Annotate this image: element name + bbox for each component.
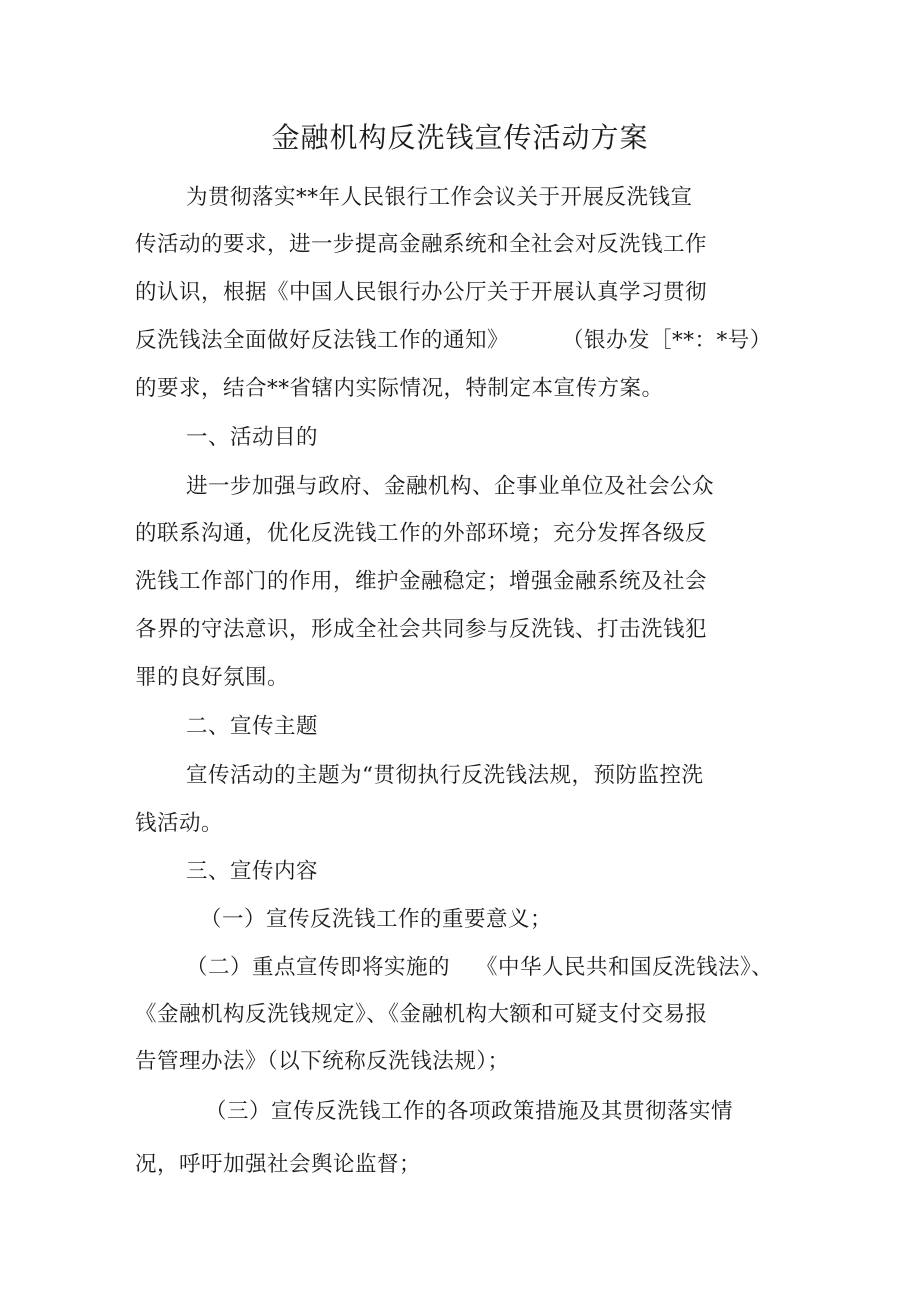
section-3-item-2-line-1b: 《中华人民共和国反洗钱法》、 bbox=[476, 955, 774, 980]
section-1-heading: 一、活动目的 bbox=[186, 425, 319, 450]
section-3-heading: 三、宣传内容 bbox=[186, 859, 319, 884]
section-2-line-1: 宣传活动的主题为“贯彻执行反洗钱法规，预防监控洗 bbox=[186, 763, 704, 788]
section-1-line-4: 各界的守法意识，形成全社会共同参与反洗钱、打击洗钱犯 bbox=[135, 617, 708, 642]
section-3-item-3-line-2: 况，呼吁加强社会舆论监督； bbox=[135, 1152, 422, 1177]
section-3-item-1: （一）宣传反洗钱工作的重要意义； bbox=[200, 907, 553, 932]
document-title: 金融机构反洗钱宣传活动方案 bbox=[271, 121, 649, 154]
section-1-line-2: 的联系沟通，优化反洗钱工作的外部环境；充分发挥各级反 bbox=[135, 521, 708, 546]
section-3-item-2-line-2: 《金融机构反洗钱规定》、《金融机构大额和可疑支付交易报 bbox=[135, 1002, 708, 1027]
intro-line-3: 的认识，根据《中国人民银行办公厅关于开展认真学习贯彻 bbox=[135, 280, 708, 305]
intro-line-2: 传活动的要求，进一步提高金融系统和全社会对反洗钱工作 bbox=[135, 232, 708, 257]
section-3-item-2-line-1a: （二）重点宣传即将实施的 bbox=[186, 955, 451, 980]
section-2-line-2: 钱活动。 bbox=[135, 811, 224, 836]
section-1-line-1: 进一步加强与政府、金融机构、企事业单位及社会公众 bbox=[186, 474, 715, 499]
section-2-heading: 二、宣传主题 bbox=[186, 714, 319, 739]
section-1-line-5: 罪的良好氛围。 bbox=[135, 665, 290, 690]
section-3-item-2-line-3: 告管理办法》（以下统称反洗钱法规）； bbox=[135, 1049, 510, 1074]
intro-line-1: 为贯彻落实**年人民银行工作会议关于开展反洗钱宣 bbox=[186, 185, 693, 210]
intro-line-4a: 反洗钱法全面做好反法钱工作的通知》 bbox=[135, 328, 510, 353]
intro-line-5: 的要求，结合**省辖内实际情况，特制定本宣传方案。 bbox=[135, 376, 664, 401]
section-1-line-3: 洗钱工作部门的作用，维护金融稳定；增强金融系统及社会 bbox=[135, 569, 708, 594]
intro-line-4b: （银办发［**：*号） bbox=[562, 328, 772, 353]
section-3-item-3-line-1: （三）宣传反洗钱工作的各项政策措施及其贯彻落实情 bbox=[205, 1099, 734, 1124]
